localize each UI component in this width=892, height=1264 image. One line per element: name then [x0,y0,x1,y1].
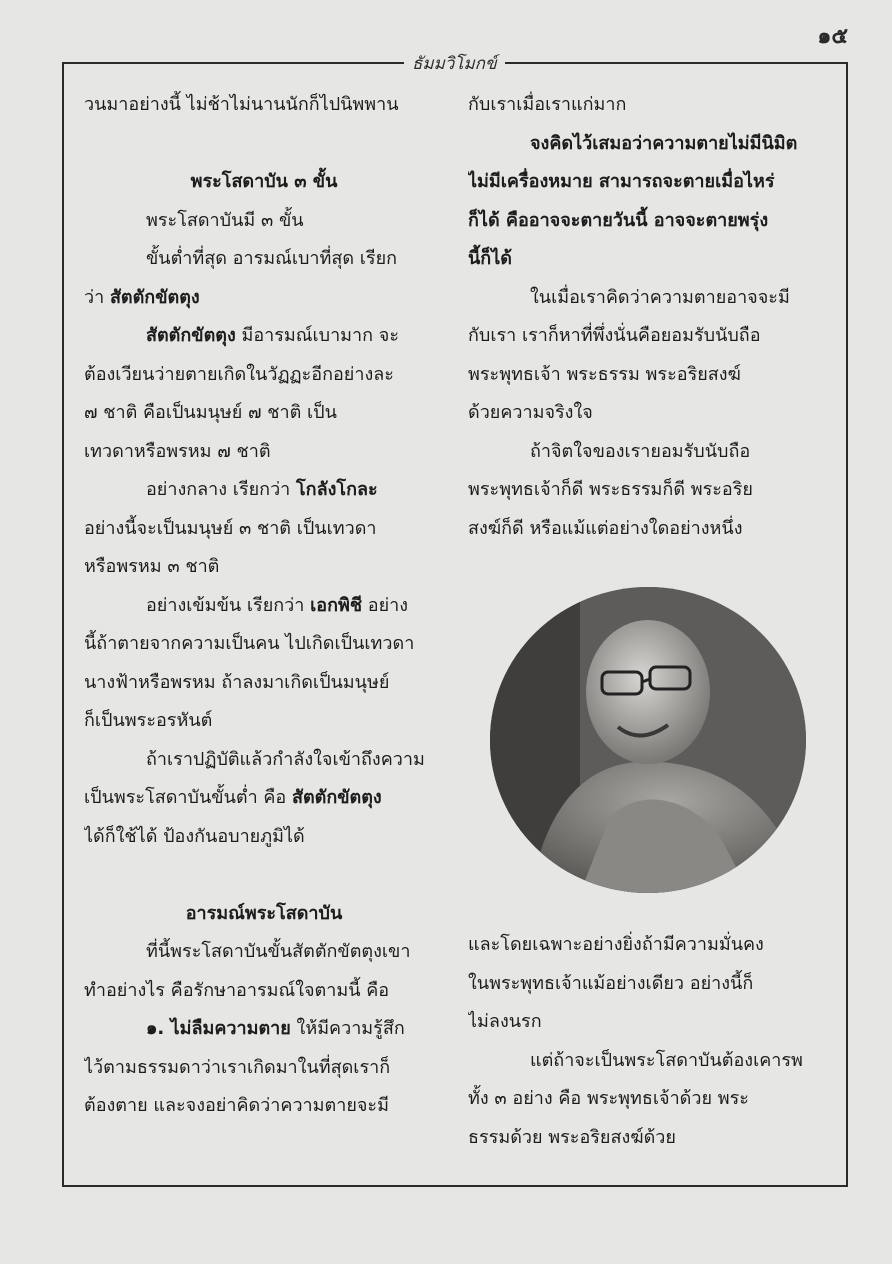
text-line: ๗ ชาติ คือเป็นมนุษย์ ๗ ชาติ เป็น [84,402,337,423]
monk-portrait-photo [490,587,806,893]
text-line: พระโสดาบันมี ๓ ขั้น [146,209,304,231]
spacer [84,856,444,895]
text-line: ไม่มีเครื่องหมาย สามารถจะตายเมื่อไหร่ [468,171,775,192]
right-column-bottom [468,926,832,1157]
text-line: แต่ถ้าจะเป็นพระโสดาบันต้องเคารพ [530,1049,803,1071]
text-line: ไม่ลงนรก [468,1011,542,1032]
text-line: หรือพรหม ๓ ชาติ [84,556,220,577]
text-line: ต้องตาย และจงอย่าคิดว่าความตายจะมี [84,1095,389,1116]
text-line: ๑. ไม่ลืมความตาย ให้มีความรู้สึก [146,1018,405,1039]
text-line: ด้วยความจริงใจ [468,402,593,423]
left-column [84,86,444,1126]
text-line: ในพระพุทธเจ้าแม้อย่างเดียว อย่างนี้ก็ [468,972,754,994]
text-line: ก็ได้ คืออาจจะตายวันนี้ อาจจะตายพรุ่ง [468,209,769,231]
section-heading: พระโสดาบัน ๓ ขั้น [190,171,338,192]
text-line: เป็นพระโสดาบันขั้นต่ำ คือ สัตตักขัตตุง [84,787,382,808]
text-line: จงคิดไว้เสมอว่าความตายไม่มีนิมิต [530,132,798,154]
text-line: ถ้าจิตใจของเรายอมรับนับถือ [530,440,751,462]
text-line: นี้ถ้าตายจากความเป็นคน ไปเกิดเป็นเทวดา [84,633,415,654]
text-line: ว่า สัตตักขัตตุง [84,286,200,308]
text-line: วนมาอย่างนี้ ไม่ช้าไม่นานนักก็ไปนิพพาน [84,94,399,115]
text-line: พระพุทธเจ้า พระธรรม พระอริยสงฆ์ [468,363,741,385]
text-line: ทั้ง ๓ อย่าง คือ พระพุทธเจ้าด้วย พระ [468,1088,749,1109]
right-column-top [468,86,832,548]
text-line: นางฟ้าหรือพรหม ถ้าลงมาเกิดเป็นมนุษย์ [84,671,390,693]
text-line: ถ้าเราปฏิบัติแล้วกำลังใจเข้าถึงความ [146,748,425,770]
text-line: กับเราเมื่อเราแก่มาก [468,94,627,115]
text-line: ไว้ตามธรรมดาว่าเราเกิดมาในที่สุดเราก็ [84,1056,391,1078]
text-line: ธรรมด้วย พระอริยสงฆ์ด้วย [468,1126,676,1148]
text-line: ได้ก็ใช้ได้ ป้องกันอบายภูมิได้ [84,825,305,847]
text-line: ก็เป็นพระอรหันต์ [84,710,213,731]
text-line: อย่างกลาง เรียกว่า โกลังโกละ [146,479,378,500]
text-line: นี้ก็ได้ [468,248,512,269]
text-line: สัตตักขัตตุง มีอารมณ์เบามาก จะ [146,325,399,346]
section-heading: อารมณ์พระโสดาบัน [185,902,343,924]
spacer [84,125,444,164]
text-line: ในเมื่อเราคิดว่าความตายอาจจะมี [530,286,790,308]
text-line: กับเรา เราก็หาที่พึ่งนั่นคือยอมรับนับถือ [468,325,761,346]
text-line: อย่างเข้มข้น เรียกว่า เอกพิชี อย่าง [146,594,409,616]
text-line: ต้องเวียนว่ายตายเกิดในวัฏฏะอีกอย่างละ [84,363,394,385]
running-header-title: ธัมมวิโมกข์ [404,50,505,77]
text-line: อย่างนี้จะเป็นมนุษย์ ๓ ชาติ เป็นเทวดา [84,517,377,539]
text-line: เทวดาหรือพรหม ๗ ชาติ [84,440,271,462]
text-line: ทำอย่างไร คือรักษาอารมณ์ใจตามนี้ คือ [84,979,390,1001]
text-line: ขั้นต่ำที่สุด อารมณ์เบาที่สุด เรียก [146,248,398,269]
text-line: สงฆ์ก็ดี หรือแม้แต่อย่างใดอย่างหนึ่ง [468,517,743,539]
text-line: พระพุทธเจ้าก็ดี พระธรรมก็ดี พระอริย [468,479,753,500]
text-line: และโดยเฉพาะอย่างยิ่งถ้ามีความมั่นคง [468,934,764,955]
text-line: ที่นี้พระโสดาบันขั้นสัตตักขัตตุงเขา [146,941,411,962]
page-number: ๑๕ [817,24,848,49]
